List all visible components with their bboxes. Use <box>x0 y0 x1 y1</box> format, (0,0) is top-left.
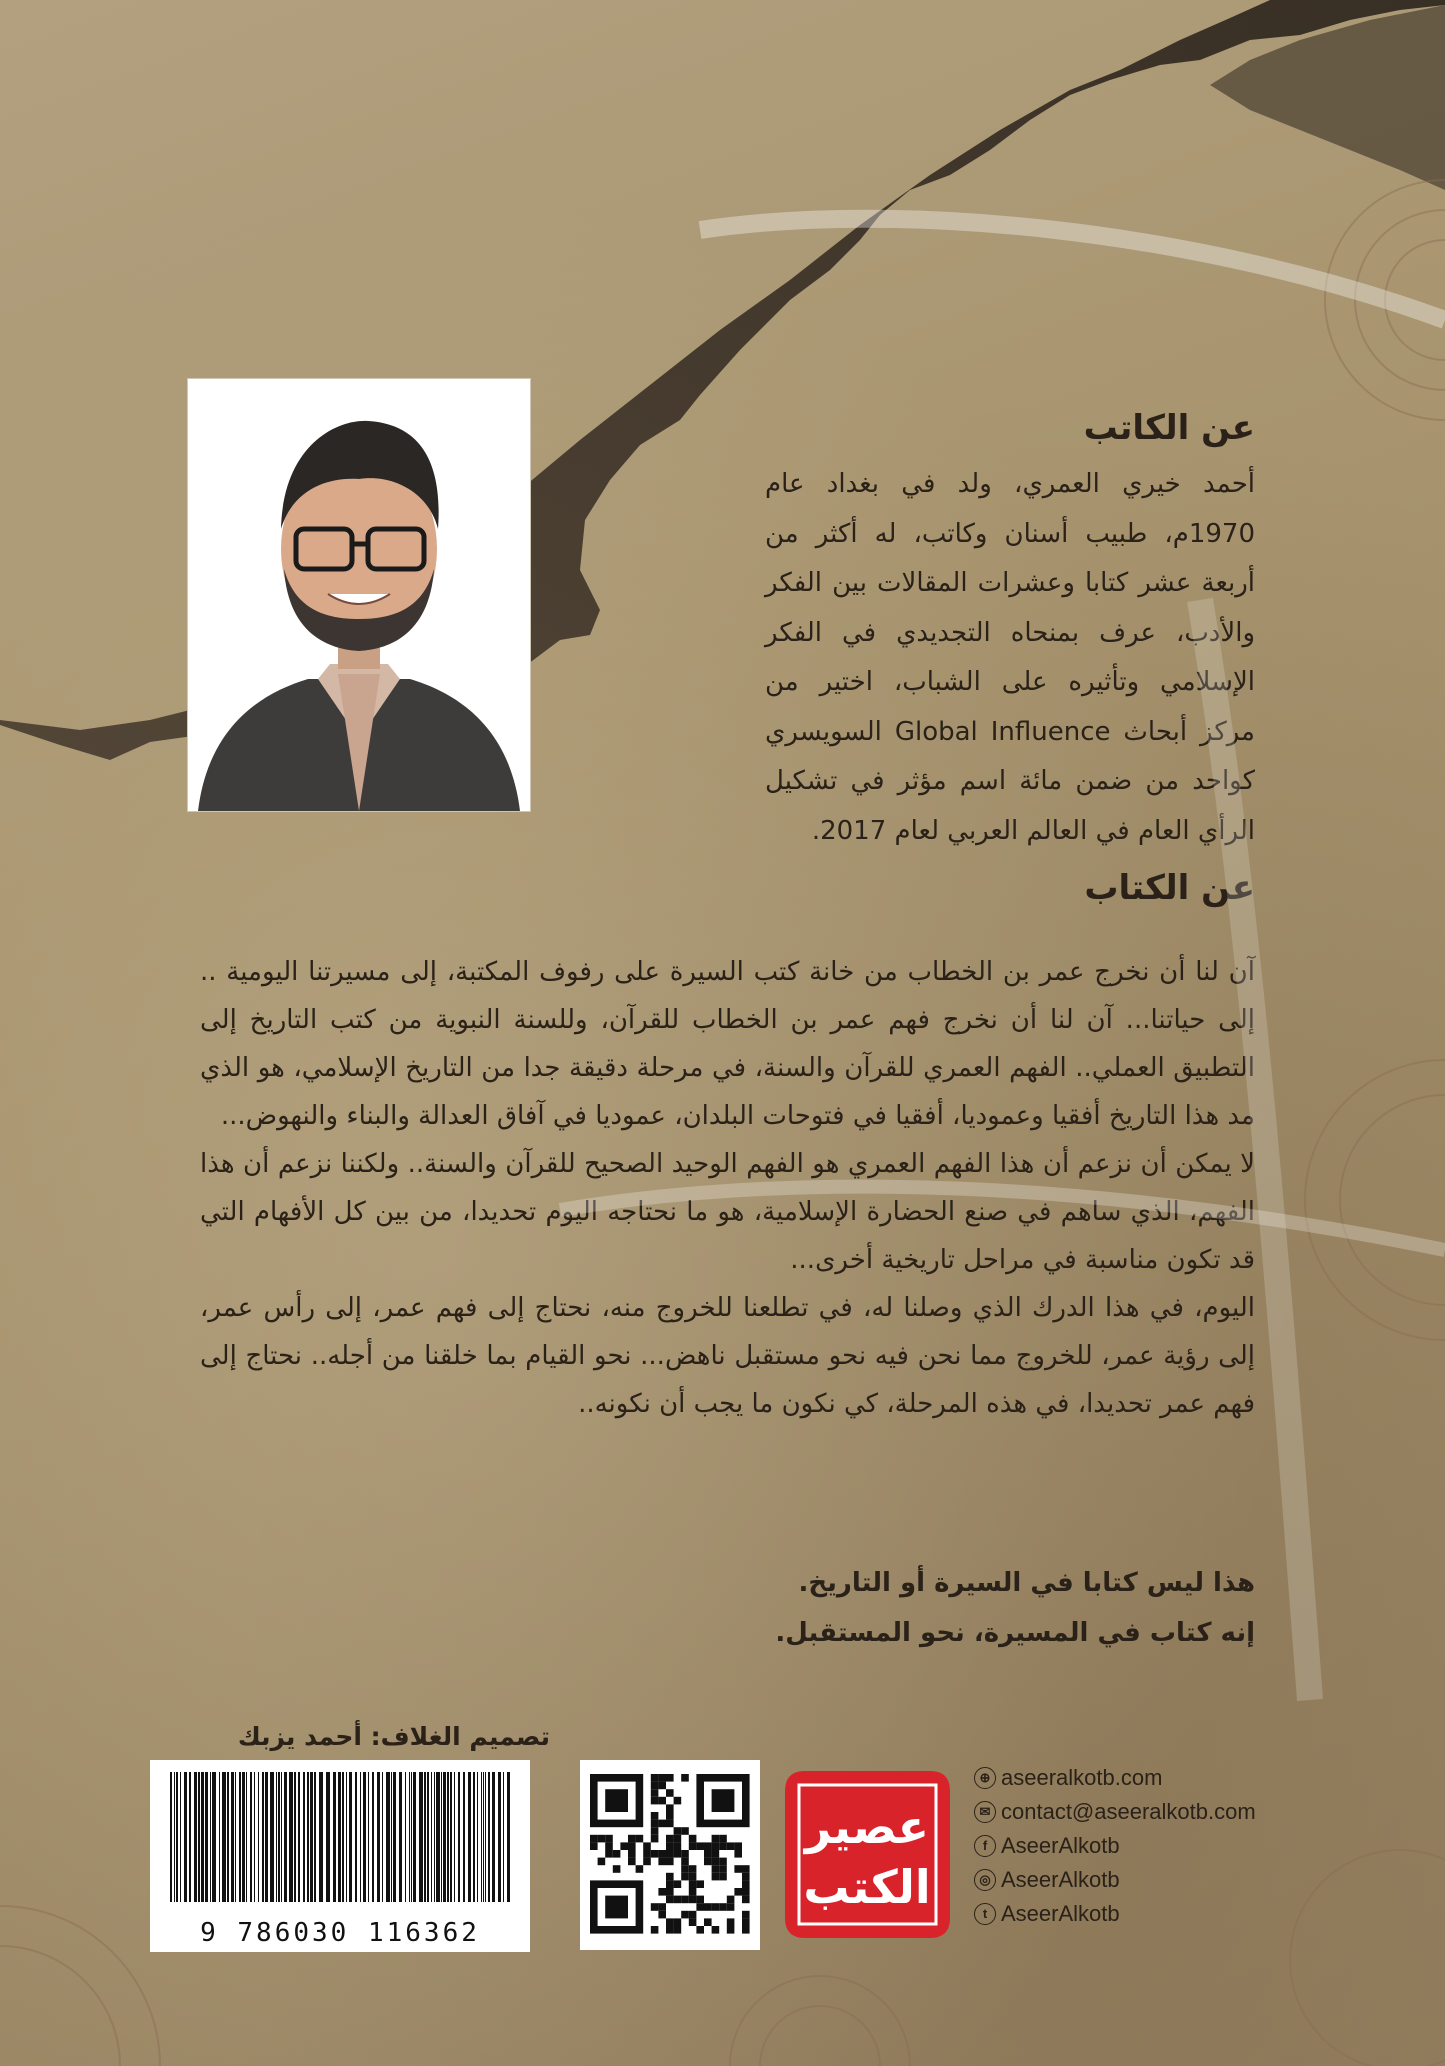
contact-text: AseerAlkotb <box>1001 1900 1120 1926</box>
contact-email[interactable] <box>974 1796 1354 1827</box>
publisher-logo <box>785 1771 950 1938</box>
contact-facebook[interactable] <box>974 1830 1354 1861</box>
logo-line-2: الكتب <box>803 1860 931 1914</box>
about-book-text <box>200 948 1255 1428</box>
contact-instagram[interactable] <box>974 1864 1354 1895</box>
book-paragraph: آن لنا أن نخرج عمر بن الخطاب من خانة كتب السيرة على رفوف المكتبة، إلى مسيرتنا اليومية .. إلى حياتنا... آن لنا أن نخرج فهم عمر بن الخطاب للقرآن، وللسنة النبوية من كتب التاريخ إلى التطبيق العملي.. الفهم العمري للقرآن والسنة، في مرحلة دقيقة جدا من التاريخ الإسلامي، هو الذي مد هذا التاريخ أفقيا وعموديا، أفقيا في فتوحات البلدان، عموديا في آفاق العدالة والبناء والنهوض... <box>200 957 1255 1131</box>
qr-code <box>580 1760 760 1950</box>
instagram-icon: ◎ <box>974 1869 996 1891</box>
globe-icon: ⊕ <box>974 1767 996 1789</box>
book-paragraph: اليوم، في هذا الدرك الذي وصلنا له، في تطلعنا للخروج منه، نحتاج إلى فهم عمر، إلى رأس عمر، إلى رؤية عمر، للخروج مما نحن فيه نحو مستقبل ناهض... نحو القيام بما خلقنا من أجله.. نحتاج إلى فهم عمر تحديدا، في هذه المرحلة، كي نكون ما يجب أن نكونه.. <box>200 1293 1255 1419</box>
facebook-icon: f <box>974 1835 996 1857</box>
contact-website[interactable] <box>974 1762 1354 1793</box>
twitter-icon: t <box>974 1903 996 1925</box>
barcode-number: 9 786030 116362 <box>200 1918 480 1948</box>
contact-text: aseeralkotb.com <box>1001 1764 1163 1790</box>
about-author-paragraph: أحمد خيري العمري، ولد في بغداد عام 1970م، طبيب أسنان وكاتب، له أكثر من أربعة عشر كتابا وعشرات المقالات بين الفكر والأدب، عرف بمنحاه التجديدي في الفكر الإسلامي وتأثيره على الشباب، اختير من مركز أبحاث Global Influence السويسري كواحد من ضمن مائة اسم مؤثر في تشكيل الرأي العام في العالم العربي لعام 2017. <box>765 469 1255 846</box>
contact-text: AseerAlkotb <box>1001 1832 1120 1858</box>
closing-line: هذا ليس كتابا في السيرة أو التاريخ. <box>798 1568 1255 1598</box>
barcode-bars <box>150 1760 530 1910</box>
contact-twitter[interactable] <box>974 1898 1354 1929</box>
contact-text: contact@aseeralkotb.com <box>1001 1798 1256 1824</box>
author-photo <box>187 378 531 812</box>
contact-text: AseerAlkotb <box>1001 1866 1120 1892</box>
closing-statement <box>455 1558 1255 1658</box>
about-book-heading: عن الكتاب <box>1084 868 1255 908</box>
publisher-contacts <box>974 1762 1354 1932</box>
cover-design-credit: تصميم الغلاف: أحمد يزبك <box>237 1722 550 1751</box>
email-icon: ✉ <box>974 1801 996 1823</box>
logo-line-1: عصير <box>804 1800 930 1854</box>
isbn-barcode <box>150 1760 530 1952</box>
book-paragraph: لا يمكن أن نزعم أن هذا الفهم العمري هو الفهم الوحيد الصحيح للقرآن والسنة.. ولكننا نزعم أن هذا الفهم، الذي ساهم في صنع الحضارة الإسلامية، هو ما نحتاجه اليوم تحديدا، من بين كل الأفهام التي قد تكون مناسبة في مراحل تاريخية أخرى... <box>200 1149 1255 1275</box>
about-author-heading: عن الكاتب <box>1083 408 1255 448</box>
closing-line: إنه كتاب في المسيرة، نحو المستقبل. <box>775 1618 1255 1648</box>
